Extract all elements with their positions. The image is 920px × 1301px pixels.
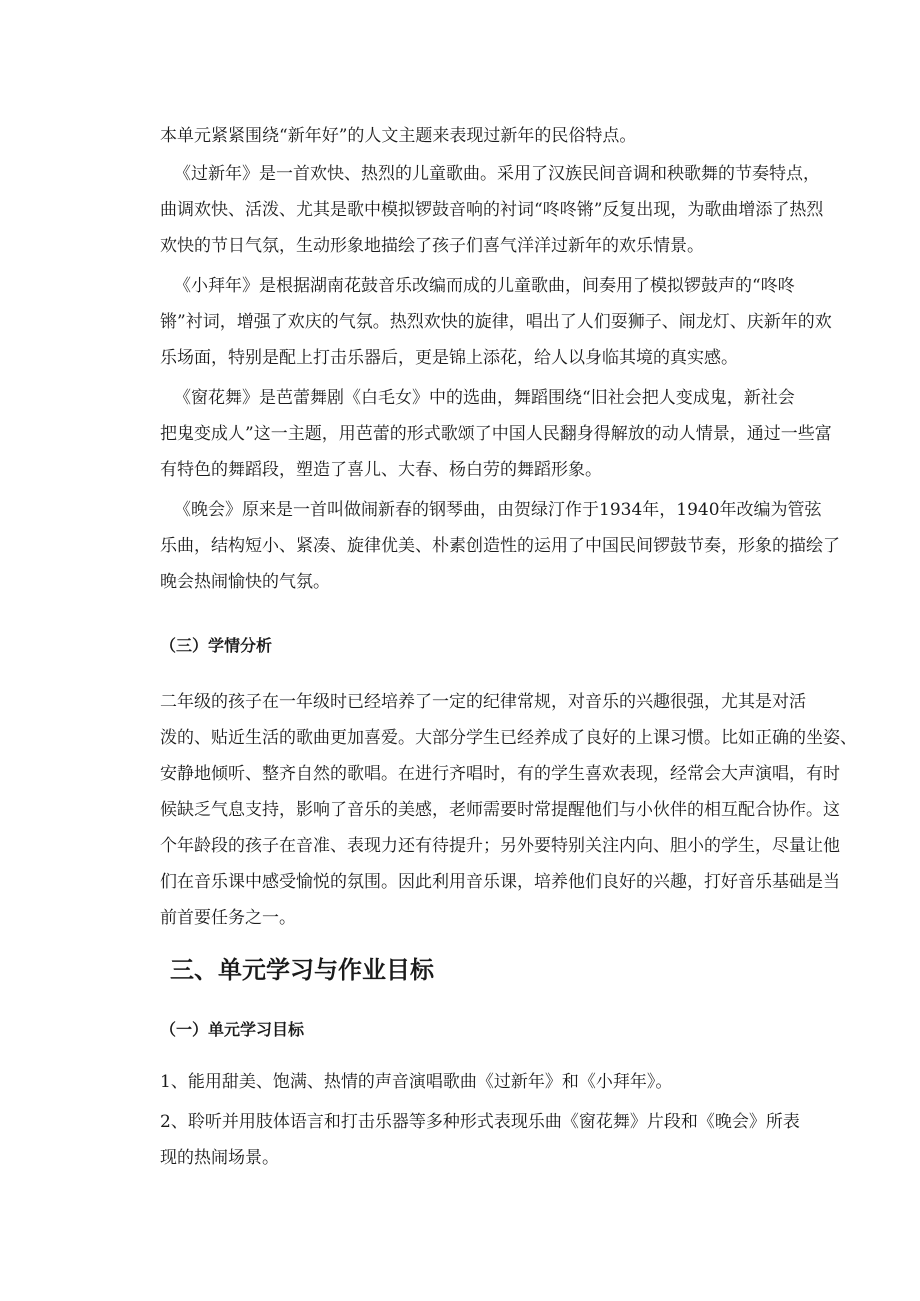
text-line: 现的热闹场景。 <box>160 1148 279 1168</box>
text-line: 们在音乐课中感受愉悦的氛围。因此利用音乐课，培养他们良好的兴趣，打好音乐基础是当 <box>160 872 840 892</box>
text-line: 本单元紧紧围绕“新年好”的人文主题来表现过新年的民俗特点。 <box>160 126 637 146</box>
chuanghuawu-paragraph <box>160 380 832 488</box>
text-line: 曲调欢快、活泼、尤其是歌中模拟锣鼓音响的衬词“咚咚锵”反复出现，为歌曲增添了热烈 <box>160 200 824 220</box>
text-line: 晚会热闹愉快的气氛。 <box>160 572 330 592</box>
text-line: 《过新年》是一首欢快、热烈的儿童歌曲。采用了汉族民间音调和秧歌舞的节奏特点， <box>174 164 820 184</box>
wanhui-paragraph <box>160 492 840 600</box>
text-line: 欢快的节日气氛，生动形象地描绘了孩子们喜气洋洋过新年的欢乐情景。 <box>160 236 704 256</box>
text-line: 候缺乏气息支持，影响了音乐的美感，老师需要时常提醒他们与小伙伴的相互配合协作。这 <box>160 800 840 820</box>
text-line: 个年龄段的孩子在音准、表现力还有待提升；另外要特别关注内向、胆小的学生，尽量让他 <box>160 836 840 856</box>
text-line: 有特色的舞蹈段，塑造了喜儿、大春、杨白劳的舞蹈形象。 <box>160 460 602 480</box>
text-line: 乐曲，结构短小、紧凑、旋律优美、朴素创造性的运用了中国民间锣鼓节奏，形象的描绘了 <box>160 536 840 556</box>
text-line: 乐场面，特别是配上打击乐器后，更是锦上添花，给人以身临其境的真实感。 <box>160 348 738 368</box>
text-line: 锵”衬词，增强了欢庆的气氛。热烈欢快的旋律，唱出了人们耍狮子、闹龙灯、庆新年的欢 <box>160 312 832 332</box>
section-heading-learning-analysis: （三）学情分析 <box>160 636 273 655</box>
goal-item <box>160 1104 800 1176</box>
text-line: 前首要任务之一。 <box>160 908 296 928</box>
section-heading-learning-goals: （一）单元学习目标 <box>160 1020 305 1039</box>
guoxinnian-paragraph <box>160 156 823 264</box>
text-line: 2、聆听并用肢体语言和打击乐器等多种形式表现乐曲《窗花舞》片段和《晚会》所表 <box>160 1112 800 1132</box>
analysis-paragraph <box>160 684 857 936</box>
text-line: 把鬼变成人”这一主题，用芭蕾的形式歌颂了中国人民翻身得解放的动人情景，通过一些富 <box>160 424 832 444</box>
text-line: 《晚会》原来是一首叫做闹新春的钢琴曲，由贺绿汀作于1934年，1940年改编为管弦 <box>174 500 822 520</box>
xiaobainian-paragraph <box>160 268 832 376</box>
text-line: 1、能用甜美、饱满、热情的声音演唱歌曲《过新年》和《小拜年》。 <box>160 1072 673 1092</box>
chapter-heading: 三、单元学习与作业目标 <box>170 956 434 984</box>
intro-paragraph <box>160 118 636 154</box>
goal-item <box>160 1064 672 1100</box>
text-line: 《小拜年》是根据湖南花鼓音乐改编而成的儿童歌曲，间奏用了模拟锣鼓声的“咚咚 <box>174 276 795 296</box>
text-line: 泼的、贴近生活的歌曲更加喜爱。大部分学生已经养成了良好的上课习惯。比如正确的坐姿、 <box>160 728 857 748</box>
text-line: 安静地倾听、整齐自然的歌唱。在进行齐唱时，有的学生喜欢表现，经常会大声演唱，有时 <box>160 764 840 784</box>
text-line: 二年级的孩子在一年级时已经培养了一定的纪律常规，对音乐的兴趣很强，尤其是对活 <box>160 692 806 712</box>
text-line: 《窗花舞》是芭蕾舞剧《白毛女》中的选曲，舞蹈围绕“旧社会把人变成鬼，新社会 <box>174 388 795 408</box>
